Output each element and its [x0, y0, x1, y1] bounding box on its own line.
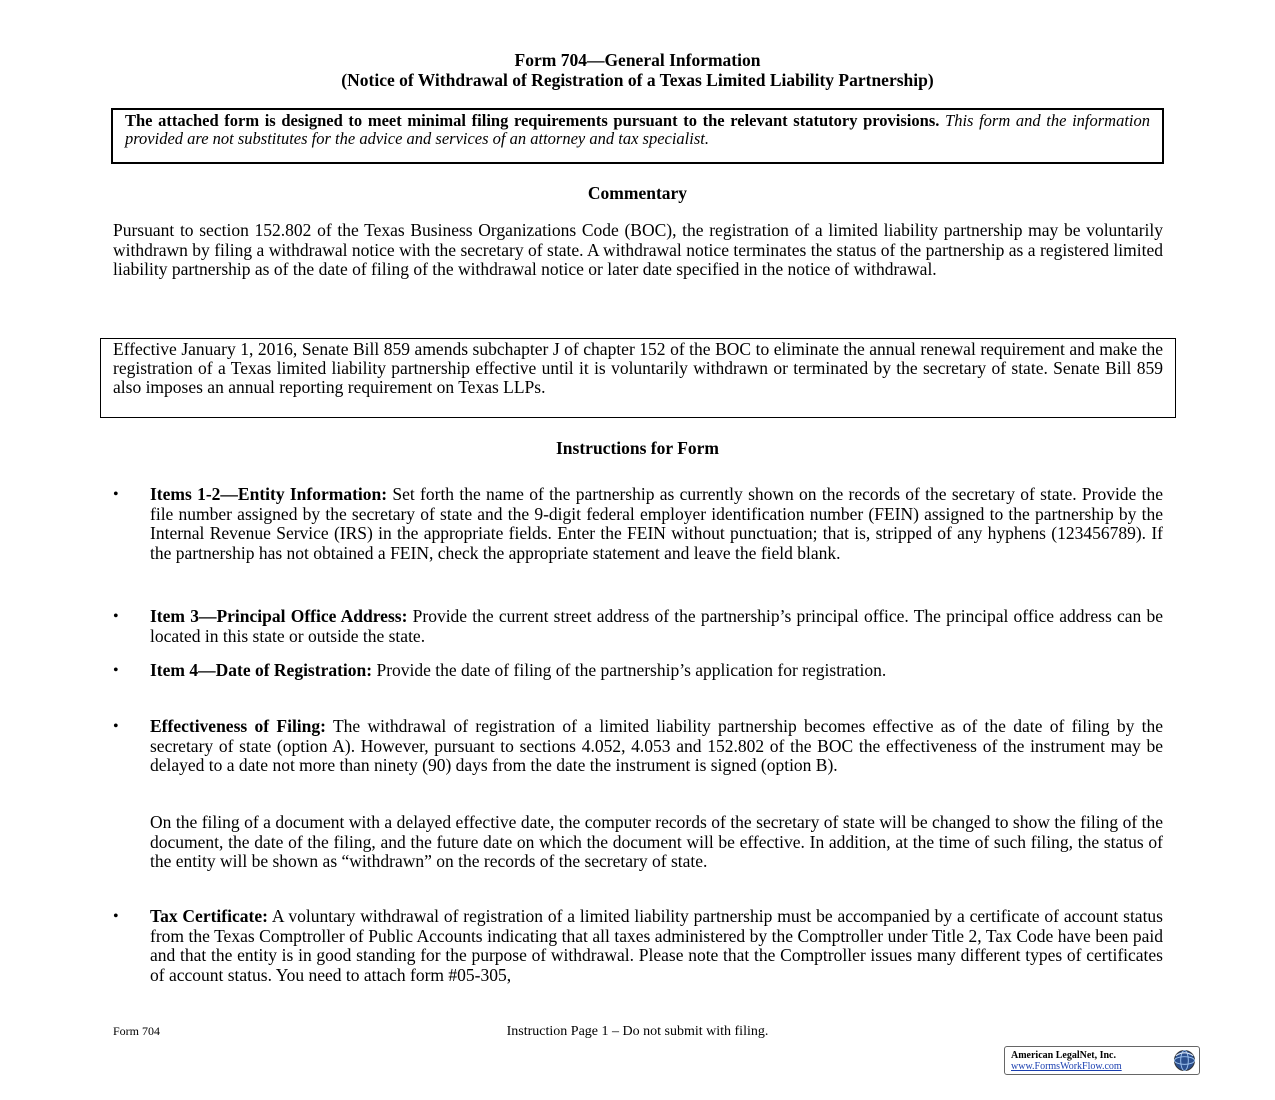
senate-bill-note-text: Effective January 1, 2016, Senate Bill 859 amends subchapter J of chapter 152 of the BOC to eliminate the annual renewal requirement and make the registration of a Texas limited liability partnership effective until it is voluntarily withdrawn or terminated by the secretary of state. Senate Bill 859 also imposes an annual reporting requirement on Texas LLPs.: [113, 339, 1163, 397]
item-lead: Effectiveness of Filing:: [150, 716, 326, 736]
senate-bill-note-box: [100, 338, 1176, 418]
item-text: Set forth the name of the partnership as currently shown on the records of the secretary of state. Provide the file number assigned by the secretary of state and the 9-digit federal employer identification number (FEIN) assigned to the partnership by the Internal Revenue Service (IRS) in the appropriate fields. Enter the FEIN without punctuation; that is, stripped of any hyphens (123456789). If the partnership has not obtained a FEIN, check the appropriate statement and leave the field blank.: [150, 484, 1163, 563]
bullet-icon: •: [113, 662, 119, 679]
item-lead: Item 4—Date of Registration:: [150, 660, 373, 680]
instructions-heading: Instructions for Form: [556, 438, 719, 458]
bullet-icon: •: [113, 608, 119, 625]
disclaimer-italic-text: This form and the information provided are not substitutes for the advice and services of an attorney and tax specialist.: [125, 111, 1151, 148]
footer-form-label: Form 704: [113, 1024, 161, 1038]
logo-url-link[interactable]: www.FormsWorkFlow.com: [1011, 1061, 1122, 1072]
american-legalnet-logo[interactable]: [1004, 1046, 1200, 1075]
item-lead: Item 3—Principal Office Address:: [150, 606, 408, 626]
item-text: Provide the date of filing of the partnership’s application for registration.: [372, 660, 887, 680]
commentary-text: Pursuant to section 152.802 of the Texas Business Organizations Code (BOC), the registration of a limited liability partnership may be voluntarily withdrawn by filing a withdrawal notice with the secretary of state. A withdrawal notice terminates the status of the partnership as a registered limited liability partnership as of the date of filing of the withdrawal notice or later date specified in the notice of withdrawal.: [113, 220, 1163, 279]
disclaimer-box: [111, 108, 1164, 164]
item-text: Provide the current street address of the partnership’s principal office. The principal office address can be located in this state or outside the state.: [150, 606, 1163, 646]
item-text: The withdrawal of registration of a limited liability partnership becomes effective as of the date of filing by the secretary of state (option A). However, pursuant to sections 4.052, 4.053 and 152.802 of the BOC the effectiveness of the instrument may be delayed to a date not more than ninety (90) days from the date the instrument is signed (option B).: [150, 716, 1164, 775]
item-lead: Items 1-2—Entity Information:: [150, 484, 388, 504]
item-lead: Tax Certificate:: [150, 906, 268, 926]
bullet-icon: •: [113, 718, 119, 735]
form-subtitle: (Notice of Withdrawal of Registration of a Texas Limited Liability Partnership): [341, 70, 934, 90]
commentary-paragraph: [113, 221, 1163, 280]
bullet-icon: •: [113, 486, 119, 503]
item-text: A voluntary withdrawal of registration of a limited liability partnership must be accompanied by a certificate of account status from the Texas Comptroller of Public Accounts indicating that all taxes administered by the Comptroller under Title 2, Tax Code have been paid and that the entity is in good standing for the purpose of withdrawal. Please note that the Comptroller issues many different types of certificates of account status. You need to attach form #05-305,: [150, 906, 1163, 985]
bullet-icon: •: [113, 908, 119, 925]
disclaimer-bold-text: The attached form is designed to meet minimal filing requirements pursuant to the relevant statutory provisions.: [125, 111, 940, 130]
logo-company-name: American LegalNet, Inc.: [1011, 1050, 1116, 1061]
commentary-heading: Commentary: [587, 183, 688, 203]
form-title: Form 704—General Information: [514, 50, 761, 70]
globe-icon: [1173, 1049, 1196, 1072]
effectiveness-delayed-paragraph: On the filing of a document with a delayed effective date, the computer records of the secretary of state will be changed to show the filing of the document, the date of the filing, and the future date on which the document will be effective. In addition, at the time of such filing, the status of the entity will be shown as “withdrawn” on the records of the secretary of state.: [150, 812, 1163, 871]
footer-page-note: Instruction Page 1 – Do not submit with filing.: [506, 1024, 769, 1039]
